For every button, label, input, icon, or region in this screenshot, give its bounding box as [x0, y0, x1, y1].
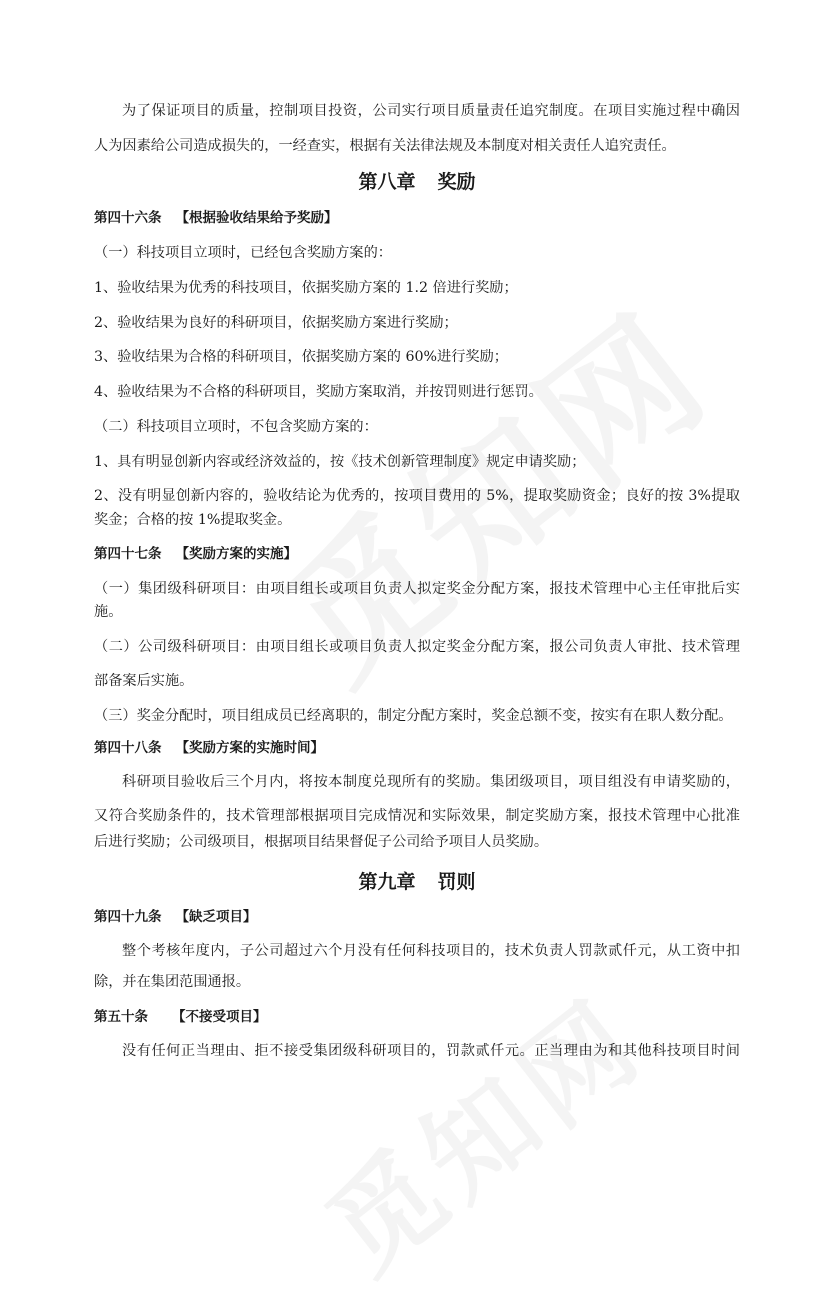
paragraph-line: （一）集团级科研项目：由项目组长或项目负责人拟定奖金分配方案，报技术管理中心主任审批后实 [94, 581, 740, 597]
paragraph-line: 施。 [94, 604, 123, 620]
list-item: 3、验收结果为合格的科研项目，依据奖励方案的 60%进行奖励； [94, 349, 508, 365]
article-heading [94, 907, 740, 927]
chapter-number: 第九章 [358, 871, 416, 893]
article-number: 第四十六条 [94, 210, 162, 226]
article-title: 【根据验收结果给予奖励】 [175, 210, 338, 226]
paragraph-line: 整个考核年度内，子公司超过六个月没有任何科技项目的，技术负责人罚款贰仟元，从工资中扣 [122, 943, 740, 959]
intro-line: 人为因素给公司造成损失的，一经查实，根据有关法律法规及本制度对相关责任人追究责任。 [94, 138, 676, 154]
article-heading [94, 738, 740, 758]
paragraph-line: （二）公司级科研项目：由项目组长或项目负责人拟定奖金分配方案，报公司负责人审批、技术管理 [94, 639, 740, 655]
section-heading: （二）科技项目立项时，不包含奖励方案的： [94, 419, 378, 435]
paragraph-line: 又符合奖励条件的，技术管理部根据项目完成情况和实际效果，制定奖励方案，报技术管理中心批准 [94, 808, 740, 824]
article-title: 【奖励方案的实施时间】 [175, 740, 324, 756]
paragraph-line: 部备案后实施。 [94, 673, 194, 689]
article-number: 第五十条 [94, 1009, 148, 1025]
paragraph-line: 除，并在集团范围通报。 [94, 974, 251, 990]
paragraph-line: （三）奖金分配时，项目组成员已经离职的，制定分配方案时，奖金总额不变，按实有在职人数分配。 [94, 708, 733, 724]
article-number: 第四十八条 [94, 740, 162, 756]
chapter-number: 第八章 [358, 171, 416, 193]
intro-line: 为了保证项目的质量，控制项目投资，公司实行项目质量责任追究制度。在项目实施过程中确因 [122, 103, 740, 119]
article-title: 【不接受项目】 [172, 1009, 267, 1025]
article-heading [94, 544, 740, 564]
article-number: 第四十九条 [94, 909, 162, 925]
list-item: 1、验收结果为优秀的科技项目，依据奖励方案的 1.2 倍进行奖励； [94, 280, 518, 296]
paragraph-line: 没有任何正当理由、拒不接受集团级科研项目的，罚款贰仟元。正当理由为和其他科技项目时间 [122, 1043, 740, 1059]
list-item: 2、没有明显创新内容的，验收结论为优秀的，按项目费用的 5%，提取奖励资金；良好的按 3%提取 [94, 488, 740, 504]
article-heading [94, 208, 740, 228]
list-item-continued: 奖金；合格的按 1%提取奖金。 [94, 512, 292, 528]
chapter-heading [94, 170, 740, 194]
paragraph-line: 科研项目验收后三个月内，将按本制度兑现所有的奖励。集团级项目，项目组没有申请奖励的， [122, 774, 740, 790]
list-item: 4、验收结果为不合格的科研项目，奖励方案取消，并按罚则进行惩罚。 [94, 384, 543, 400]
list-item: 2、验收结果为良好的科研项目，依据奖励方案进行奖励； [94, 315, 458, 331]
list-item: 1、具有明显创新内容或经济效益的，按《技术创新管理制度》规定申请奖励； [94, 454, 586, 470]
article-title: 【奖励方案的实施】 [175, 546, 297, 562]
section-heading: （一）科技项目立项时，已经包含奖励方案的： [94, 245, 392, 261]
chapter-title: 罚则 [437, 871, 476, 893]
chapter-title: 奖励 [437, 171, 476, 193]
paragraph-line: 后进行奖励；公司级项目，根据项目结果督促子公司给予项目人员奖励。 [94, 834, 549, 850]
article-heading [94, 1007, 740, 1027]
chapter-heading [94, 870, 740, 894]
article-title: 【缺乏项目】 [175, 909, 257, 925]
article-number: 第四十七条 [94, 546, 162, 562]
